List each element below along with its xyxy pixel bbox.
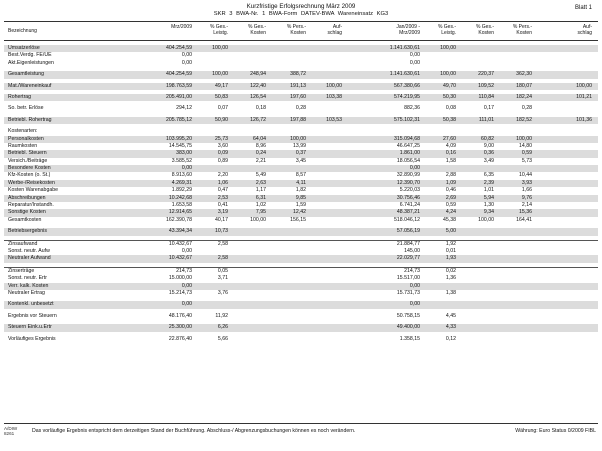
row-value: 64,04 (253, 135, 266, 142)
row-value: 164,41 (516, 216, 532, 223)
row-value: 5,00 (445, 228, 456, 235)
report-table (4, 41, 598, 343)
table-row (4, 202, 598, 209)
row-label: So. betr. Erlöse (8, 105, 44, 112)
row-label: Kosten Warenabgabe (8, 187, 58, 194)
row-value: 0,18 (255, 105, 266, 112)
row-value: 156,15 (290, 216, 306, 223)
row-value: 103,53 (326, 116, 342, 123)
row-value: 0,89 (217, 157, 228, 164)
row-value: 0,00 (409, 52, 420, 59)
row-value: 2,21 (255, 157, 266, 164)
table-row (4, 83, 598, 90)
table-row (4, 136, 598, 143)
row-value: 100,00 (516, 135, 532, 142)
row-value: 4,09 (445, 142, 456, 149)
row-label: Raumkosten (8, 142, 38, 149)
row-value: 214,73 (404, 267, 420, 274)
row-value: 8.913,60 (171, 172, 192, 179)
row-value: 1,36 (445, 275, 456, 282)
row-value: 2,88 (445, 172, 456, 179)
row-value: 50,83 (215, 93, 228, 100)
table-row (4, 94, 598, 101)
row-label: Kostenarten: (8, 128, 38, 135)
row-value: 182,24 (516, 93, 532, 100)
row-value: 10.432,67 (168, 240, 192, 247)
row-label: Gesamtleistung (8, 71, 45, 78)
row-value: 2,14 (521, 202, 532, 209)
row-value: 1,82 (295, 187, 306, 194)
row-label: Steuern Eink.u.Ertr (8, 324, 52, 331)
row-value: 0,59 (445, 202, 456, 209)
row-value: 14,80 (519, 142, 532, 149)
row-value: 220,37 (478, 71, 494, 78)
row-label: Mat./Wareneinkauf (8, 82, 52, 89)
row-value: 0,08 (445, 105, 456, 112)
row-value: 2,63 (255, 179, 266, 186)
row-value: 182,52 (516, 116, 532, 123)
row-label: Kontenkl. unbesetzt (8, 301, 54, 308)
report-subtitle: SKR 3 BWA-Nr. 1 BWA-Form DATEV-BWA Wareneinsatz KG3 (213, 11, 389, 17)
row-value: 0,37 (295, 150, 306, 157)
row-value: 15.517,00 (396, 275, 420, 282)
row-label: Sonstige Kosten (8, 209, 46, 216)
footer-left-marks: A/DIW 8261 (4, 426, 18, 436)
row-value: 110,84 (478, 93, 494, 100)
row-value: 3,49 (483, 157, 494, 164)
row-value: 4.269,31 (171, 179, 192, 186)
table-row (4, 105, 598, 112)
table-row (4, 60, 598, 67)
row-value: 3,45 (295, 157, 306, 164)
row-value: 0,17 (483, 105, 494, 112)
row-value: 0,00 (181, 59, 192, 66)
table-row (4, 165, 598, 172)
row-value: 57.056,19 (396, 228, 420, 235)
col-aufschlag: Auf- schlag (327, 24, 342, 36)
row-value: 8,57 (295, 172, 306, 179)
col-pct-pers-ytd: % Pers.- Kosten (512, 24, 532, 36)
row-value: 0,02 (445, 267, 456, 274)
row-value: 1,01 (483, 187, 494, 194)
table-row (4, 336, 598, 343)
report-footer (4, 423, 598, 438)
row-value: 111,01 (478, 116, 494, 123)
row-value: 50,30 (443, 93, 456, 100)
row-value: 10.432,67 (168, 255, 192, 262)
table-row (4, 143, 598, 150)
row-value: 6,26 (217, 324, 228, 331)
row-value: 1,06 (217, 179, 228, 186)
row-value: 5,66 (217, 335, 228, 342)
row-label: Umsatzerlöse (8, 45, 40, 51)
row-value: 205.491,00 (166, 93, 192, 100)
col-month: Mrz/2009 (171, 24, 192, 30)
table-row (4, 275, 598, 282)
row-value: 388,72 (290, 71, 306, 78)
row-value: 0,36 (483, 150, 494, 157)
row-value: 180,07 (516, 82, 532, 89)
row-label: Best.Verdg. FE/UE (8, 52, 52, 59)
row-value: 27,60 (443, 135, 456, 142)
row-value: 198.763,59 (166, 82, 192, 89)
page-number: Blatt 1 (574, 5, 592, 11)
row-value: 191,13 (290, 82, 306, 89)
row-value: 100,00 (212, 45, 228, 51)
row-value: 1.653,58 (171, 202, 192, 209)
row-value: 100,00 (212, 71, 228, 78)
col-label: Bezeichnung (8, 28, 37, 34)
row-value: 1,59 (295, 202, 306, 209)
row-value: 50.758,15 (396, 312, 420, 319)
row-value: 100,00 (326, 82, 342, 89)
col-pct-kosten: % Ges.- Kosten (247, 24, 266, 36)
row-label: Versich./Beiträge (8, 157, 48, 164)
row-value: 0,00 (409, 301, 420, 308)
table-row (4, 255, 598, 262)
row-value: 2,69 (445, 194, 456, 201)
row-value: 4,11 (296, 179, 306, 186)
row-value: 50,90 (215, 116, 228, 123)
row-value: 0,41 (217, 202, 228, 209)
row-value: 103.995,20 (166, 135, 192, 142)
table-row (4, 150, 598, 157)
row-value: 1,93 (445, 255, 456, 262)
row-value: 2,58 (217, 255, 228, 262)
report-title: Kurzfristige Erfolgsrechnung März 2009 (246, 3, 356, 10)
row-value: 0,24 (255, 150, 266, 157)
table-row (4, 128, 598, 135)
row-label: Verr. kalk. Kosten (8, 282, 49, 289)
row-value: 0,59 (521, 150, 532, 157)
row-value: 1.861,00 (399, 150, 420, 157)
row-label: Abschreibungen (8, 194, 46, 201)
row-value: 25,73 (215, 135, 228, 142)
row-value: 0,00 (181, 247, 192, 254)
row-value: 162.390,78 (166, 216, 192, 223)
row-value: 1,58 (445, 157, 456, 164)
row-value: 0,00 (181, 165, 192, 172)
row-value: 100,00 (290, 135, 306, 142)
row-label: Reparatur/Instandh. (8, 202, 54, 209)
row-value: 0,00 (409, 59, 420, 66)
row-value: 0,01 (445, 247, 456, 254)
row-value: 15,36 (519, 209, 532, 216)
row-value: 882,36 (404, 105, 420, 112)
row-value: 49.400,00 (396, 324, 420, 331)
row-label: Rohertrag (8, 93, 32, 100)
row-value: 109,52 (478, 82, 494, 89)
row-value: 14.545,75 (168, 142, 192, 149)
row-value: 0,46 (445, 187, 456, 194)
col-pct-leistg: % Ges.- Leistg. (209, 24, 228, 36)
row-value: 5,94 (483, 194, 494, 201)
row-value: 0,28 (295, 105, 306, 112)
table-row (4, 228, 598, 235)
row-value: 5.220,03 (399, 187, 420, 194)
table-row (4, 172, 598, 179)
row-value: 1,09 (445, 179, 456, 186)
row-value: 574.219,95 (394, 93, 420, 100)
row-value: 2,20 (217, 172, 228, 179)
row-value: 8,96 (255, 142, 266, 149)
col-pct-pers: % Pers.- Kosten (286, 24, 306, 36)
row-label: Gesamtkosten (8, 216, 42, 223)
table-row (4, 324, 598, 331)
row-label: Neutraler Aufwand (8, 255, 51, 262)
row-value: 126,72 (250, 116, 266, 123)
table-row (4, 158, 598, 165)
row-label: Sonst. neutr. Ertr (8, 275, 47, 282)
row-value: 2,39 (483, 179, 494, 186)
table-row (4, 290, 598, 297)
row-value: 2,58 (217, 240, 228, 247)
row-value: 0,47 (217, 187, 228, 194)
row-value: 40,17 (215, 216, 228, 223)
row-label: Akt.Eigenleistungen (8, 59, 54, 66)
row-value: 3,76 (217, 289, 228, 296)
row-value: 362,30 (516, 71, 532, 78)
row-value: 0,00 (409, 165, 420, 172)
row-label: Neutraler Ertrag (8, 289, 45, 296)
table-row (4, 313, 598, 320)
row-value: 12,42 (293, 209, 306, 216)
row-value: 0,05 (217, 267, 228, 274)
row-value: 103,38 (326, 93, 342, 100)
row-value: 1,02 (255, 202, 266, 209)
column-header-row (4, 21, 598, 41)
row-label: Werbe-/Reisekosten (8, 179, 55, 186)
row-value: 6,31 (255, 194, 266, 201)
table-row (4, 52, 598, 59)
row-value: 43.394,34 (168, 228, 192, 235)
row-value: 30.756,46 (396, 194, 420, 201)
col-pct-leistg-ytd: % Ges.- Leistg. (437, 24, 456, 36)
row-value: 3,19 (217, 209, 228, 216)
row-value: 0,16 (445, 150, 456, 157)
row-value: 1,92 (445, 240, 456, 247)
row-value: 1,30 (483, 202, 494, 209)
row-label: Sonst. neutr. Aufw (8, 247, 50, 254)
row-label: Betriebl. Steuern (8, 150, 47, 157)
table-row (4, 240, 598, 248)
row-value: 122,40 (250, 82, 266, 89)
row-value: 100,00 (250, 216, 266, 223)
row-value: 50,38 (443, 116, 456, 123)
row-value: 10.242,68 (168, 194, 192, 201)
row-value: 11,92 (215, 312, 228, 319)
row-value: 12.390,70 (396, 179, 420, 186)
row-label: Zinserträge (8, 267, 35, 274)
row-value: 3,60 (217, 142, 228, 149)
row-value: 60,82 (481, 135, 494, 142)
row-value: 1,17 (255, 187, 266, 194)
row-value: 100,00 (440, 71, 456, 78)
row-value: 518.046,12 (394, 216, 420, 223)
row-value: 197,60 (290, 93, 306, 100)
row-value: 25.300,00 (168, 324, 192, 331)
table-row (4, 248, 598, 255)
row-value: 315.094,68 (394, 135, 420, 142)
row-value: 0,00 (181, 52, 192, 59)
row-value: 567.380,66 (394, 82, 420, 89)
row-value: 0,09 (217, 150, 228, 157)
table-row (4, 283, 598, 290)
row-value: 1.141.630,61 (389, 71, 420, 78)
col-pct-kosten-ytd: % Ges.- Kosten (475, 24, 494, 36)
table-row (4, 180, 598, 187)
row-value: 205.785,12 (166, 116, 192, 123)
row-value: 9,34 (483, 209, 494, 216)
row-value: 2,53 (217, 194, 228, 201)
col-ytd: Jan/2009 - Mrz/2009 (396, 24, 420, 36)
row-value: 294,12 (176, 105, 192, 112)
row-value: 21.884,77 (396, 240, 420, 247)
row-value: 22.876,40 (168, 335, 192, 342)
row-value: 1.892,29 (171, 187, 192, 194)
row-value: 0,00 (181, 301, 192, 308)
row-value: 197,88 (290, 116, 306, 123)
row-label: Besondere Kosten (8, 165, 51, 172)
row-value: 3,93 (521, 179, 532, 186)
row-value: 101,36 (576, 116, 592, 123)
row-value: 383,00 (176, 150, 192, 157)
row-value: 3.585,52 (171, 157, 192, 164)
row-value: 248,94 (250, 71, 266, 78)
col-aufschlag-ytd: Auf- schlag (577, 24, 592, 36)
row-value: 101,21 (576, 93, 592, 100)
row-value: 1.141.630,61 (389, 45, 420, 51)
table-row (4, 217, 598, 224)
row-value: 18.056,54 (396, 157, 420, 164)
row-label: Vorläufiges Ergebnis (8, 335, 56, 342)
table-row (4, 45, 598, 52)
row-value: 404.254,59 (166, 71, 192, 78)
row-value: 9,76 (521, 194, 532, 201)
table-row (4, 117, 598, 124)
row-value: 575.102,31 (394, 116, 420, 123)
row-value: 22.029,77 (396, 255, 420, 262)
table-row (4, 301, 598, 308)
row-value: 10,44 (519, 172, 532, 179)
row-value: 10,73 (215, 228, 228, 235)
row-value: 100,00 (440, 45, 456, 51)
table-row (4, 187, 598, 194)
row-value: 404.254,59 (166, 45, 192, 51)
row-value: 4,24 (445, 209, 456, 216)
footer-note: Das vorläufige Ergebnis entspricht dem derzeitigen Stand der Buchführung. Abschluss-/ Abgrenzungsbuchungen können es noch verändern. (32, 428, 356, 434)
row-value: 7,95 (255, 209, 266, 216)
row-value: 3,71 (217, 275, 228, 282)
row-value: 1,66 (521, 187, 532, 194)
row-value: 4,45 (445, 312, 456, 319)
row-value: 214,73 (176, 267, 192, 274)
row-value: 15.731,73 (396, 289, 420, 296)
row-label: Ergebnis vor Steuern (8, 312, 57, 319)
row-label: Zinsaufwand (8, 240, 38, 247)
row-value: 1.358,15 (399, 335, 420, 342)
row-value: 145,00 (404, 247, 420, 254)
row-value: 45,38 (443, 216, 456, 223)
table-row (4, 195, 598, 202)
row-value: 100,00 (478, 216, 494, 223)
row-value: 49,70 (443, 82, 456, 89)
row-value: 1,38 (445, 289, 456, 296)
row-value: 5,73 (521, 157, 532, 164)
row-value: 0,00 (181, 282, 192, 289)
row-value: 32.890,99 (396, 172, 420, 179)
row-value: 12.914,65 (168, 209, 192, 216)
row-label: Betriebsergebnis (8, 228, 47, 235)
row-value: 15.214,73 (168, 289, 192, 296)
row-value: 0,00 (409, 282, 420, 289)
row-value: 126,54 (250, 93, 266, 100)
row-value: 6,35 (483, 172, 494, 179)
row-value: 9,00 (483, 142, 494, 149)
row-value: 49,17 (215, 82, 228, 89)
row-value: 100,00 (576, 82, 592, 89)
row-value: 15.000,00 (168, 275, 192, 282)
row-value: 6.741,24 (399, 202, 420, 209)
footer-status: Währung: Euro Status 0/2009 FIBL (515, 428, 596, 434)
table-row (4, 209, 598, 216)
row-value: 46.647,25 (396, 142, 420, 149)
row-value: 0,07 (217, 105, 228, 112)
row-value: 9,85 (295, 194, 306, 201)
row-label: Personalkosten (8, 135, 44, 142)
table-row (4, 71, 598, 78)
row-label: Kfz-Kosten (o. St.) (8, 172, 51, 179)
row-value: 13,99 (293, 142, 306, 149)
row-label: Betriebl. Rohertrag (8, 116, 52, 123)
row-value: 5,49 (255, 172, 266, 179)
row-value: 0,12 (445, 335, 456, 342)
row-value: 48.387,21 (396, 209, 420, 216)
row-value: 4,33 (445, 324, 456, 331)
table-row (4, 267, 598, 275)
row-value: 48.176,40 (168, 312, 192, 319)
row-value: 0,28 (521, 105, 532, 112)
